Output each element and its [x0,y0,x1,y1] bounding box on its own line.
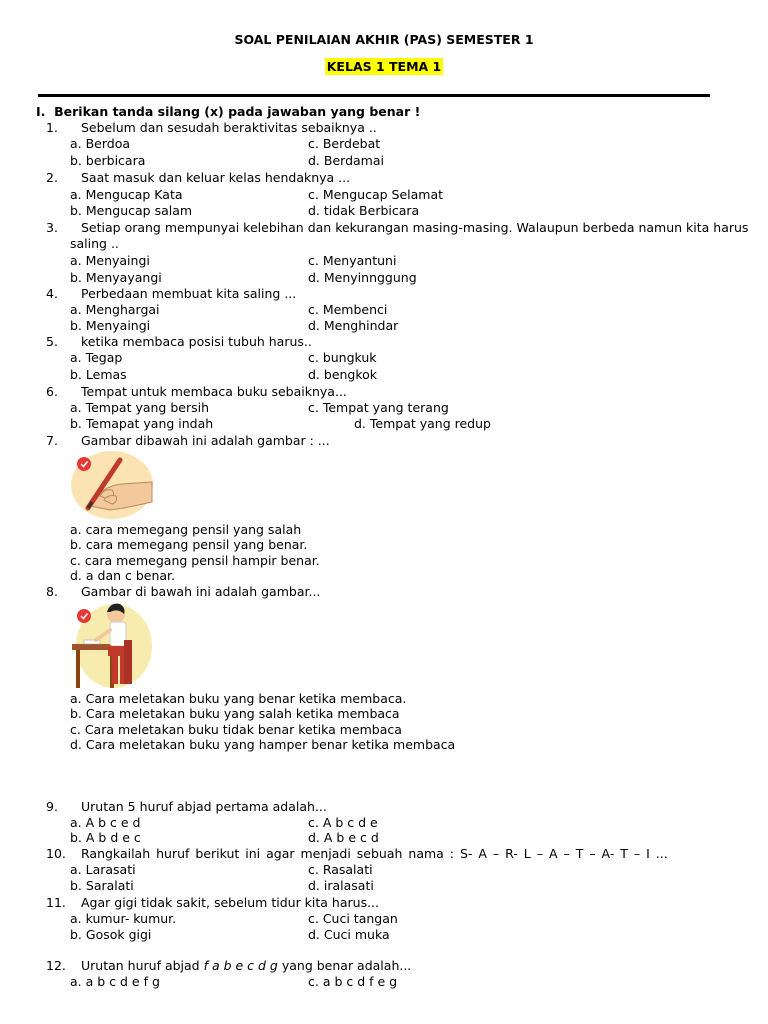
option-d: d. Cara meletakan buku yang hamper benar ketika membaca [70,737,456,752]
divider [38,94,710,97]
question-text: Tempat untuk membaca buku sebaiknya... [81,384,347,399]
option-a: a. cara memegang pensil yang salah [70,522,302,537]
question-number: 3. [46,220,58,235]
option-c: c. a b c d f e g [308,974,398,989]
question-text: Setiap orang mempunyai kelebihan dan kekurangan masing-masing. Walaupun berbeda namun kita harus [81,220,749,235]
option-d: d. Menyinnggung [308,270,417,285]
question-text: Saat masuk dan keluar kelas hendaknya ... [81,170,351,185]
option-d: d. tidak Berbicara [308,203,420,218]
option-c: c. Membenci [308,302,388,317]
question-text: Agar gigi tidak sakit, sebelum tidur kita harus... [81,895,379,910]
option-d: d. Tempat yang redup [354,416,491,431]
option-a: a. Tempat yang bersih [70,400,210,415]
option-a: a. a b c d e f g [70,974,160,989]
question-text: Gambar dibawah ini adalah gambar : ... [81,433,330,448]
question-text: Gambar di bawah ini adalah gambar... [81,584,321,599]
option-a: a. Menghargai [70,302,160,317]
question-text: Urutan huruf abjad f a b e c d g yang benar adalah... [81,958,412,973]
option-c: c. Rasalati [308,862,373,877]
option-b: b. Saralati [70,878,134,893]
option-c: c. Menyantuni [308,253,397,268]
option-b: b. cara memegang pensil yang benar. [70,537,308,552]
option-c: c. Berdebat [308,136,381,151]
question-number: 2. [46,170,58,185]
question-number: 4. [46,286,58,301]
option-d: d. a dan c benar. [70,568,176,583]
option-d: d. Cuci muka [308,927,390,942]
option-b: b. Menyayangi [70,270,162,285]
option-a: a. Tegap [70,350,123,365]
option-b: b. Temapat yang indah [70,416,214,431]
option-a: a. Menyaingi [70,253,150,268]
reading-posture-illustration [70,600,154,690]
question-number: 1. [46,120,58,135]
option-c: c. Tempat yang terang [308,400,449,415]
option-a: a. Larasati [70,862,136,877]
question-text-cont: saling .. [70,236,119,251]
question-text: Urutan 5 huruf abjad pertama adalah... [81,799,327,814]
option-c: c. A b c d e [308,815,378,830]
question-number: 5. [46,334,58,349]
option-d: d. A b e c d [308,830,379,845]
question-number: 7. [46,433,58,448]
option-b: b. Lemas [70,367,127,382]
page-title: SOAL PENILAIAN AKHIR (PAS) SEMESTER 1 [234,32,534,47]
question-text: Rangkailah huruf berikut ini agar menjadi sebuah nama : S- A – R- L – A – T – A- T – I ... [81,846,668,861]
option-c: c. Cuci tangan [308,911,398,926]
option-b: b. A b d e c [70,830,141,845]
option-d: d. Menghindar [308,318,399,333]
question-number: 9. [46,799,58,814]
question-number: 11. [46,895,66,910]
question-number: 10. [46,846,66,861]
question-number: 8. [46,584,58,599]
pencil-grip-illustration [70,450,154,520]
question-text: Sebelum dan sesudah beraktivitas sebaiknya .. [81,120,377,135]
class-label: KELAS 1 TEMA 1 [326,59,442,74]
option-a: a. A b c e d [70,815,141,830]
option-b: b. Gosok gigi [70,927,152,942]
option-c: c. cara memegang pensil hampir benar. [70,553,320,568]
option-b: b. berbicara [70,153,146,168]
question-text: Perbedaan membuat kita saling ... [81,286,297,301]
question-number: 12. [46,958,66,973]
section-heading: I. Berikan tanda silang (x) pada jawaban yang benar ! [36,104,421,119]
option-d: d. bengkok [308,367,378,382]
option-c: c. Mengucap Selamat [308,187,444,202]
option-c: c. Cara meletakan buku tidak benar ketika membaca [70,722,402,737]
option-a: a. Mengucap Kata [70,187,183,202]
question-number: 6. [46,384,58,399]
option-c: c. bungkuk [308,350,377,365]
question-text: ketika membaca posisi tubuh harus.. [81,334,312,349]
option-b: b. Menyaingi [70,318,151,333]
option-a: a. Berdoa [70,136,131,151]
option-b: b. Cara meletakan buku yang salah ketika membaca [70,706,400,721]
option-b: b. Mengucap salam [70,203,193,218]
option-d: d. Berdamai [308,153,384,168]
option-d: d. iralasati [308,878,374,893]
option-a: a. kumur- kumur. [70,911,177,926]
option-a: a. Cara meletakan buku yang benar ketika membaca. [70,691,407,706]
